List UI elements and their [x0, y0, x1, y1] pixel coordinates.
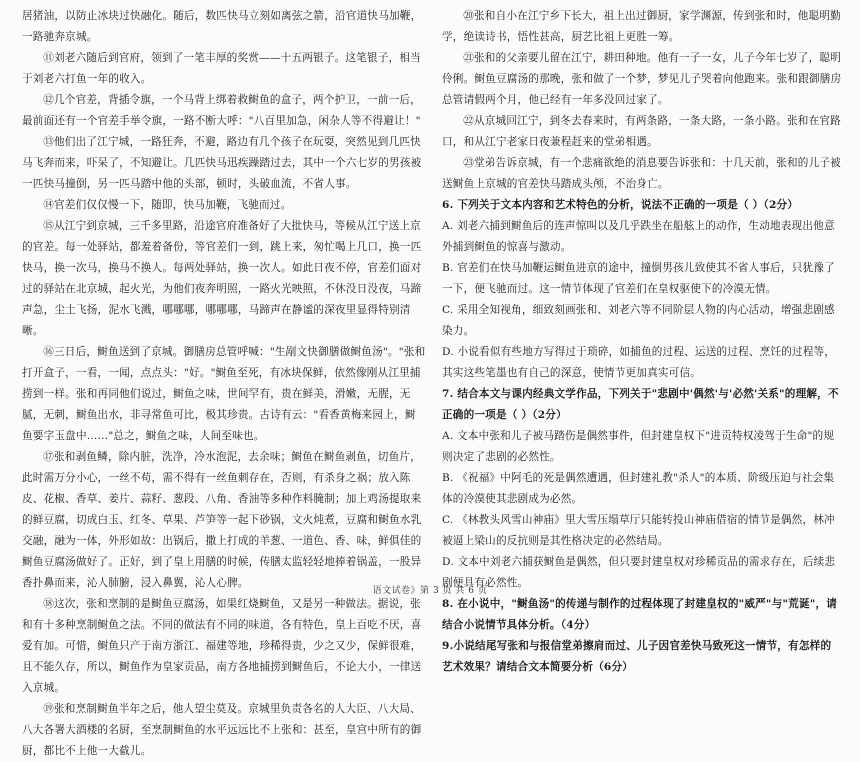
- passage-paragraph: ⑮从江宁到京城，三千多里路，沿途官府准备好了大批快马，等候从江宁送上京的官差。每一处驿站，都羞着备份，等官差们一到，跳上来，匆忙喝上几口，换一匹快马，换一次马，换马不换人。每两处驿站，换一次人。如此日夜不停，官差们面对过的驿站在北京城，起火光，为他们夜奔明照，一路火光映照，不休没日没夜，马蹄声急，尘土飞扬，泥水飞溅，哪哪哪，哪哪哪，马蹄声在静谧的深夜里显得特别清晰。: [22, 220, 422, 337]
- left-column: [22, 6, 426, 757]
- question-9: 9.小说结尾写张和与报信堂弟擦肩而过、儿子因官差快马致死这一情节，有怎样的艺术效果？请结合文本简要分析（6分）: [442, 640, 832, 673]
- question-7-option-a: A. 文本中张和儿子被马踏伤是偶然事件，但封建皇权下"进贡特权凌驾于生命"的规则决定了悲剧的必然性。: [442, 430, 835, 463]
- passage-paragraph: ㉒从京城回江宁，到冬去春来时，有两条路，一条大路，一条小路。张和在官路口，和从江宁老家日夜兼程赶来的堂弟相遇。: [442, 115, 841, 148]
- passage-paragraph: ⑯三日后，鲥鱼送到了京城。御膳房总管呼喊："生剐文快御膳做鲥鱼汤"。"张和打开盒子，一看，一闻，点点头："好。"鲥鱼至死，有冰块保鲜，依然像刚从江里捕捞到一样。张和再同他们说过，鲥鱼之味，世间罕有，贵在鲜美，滑嫩，无腥，无腻，无刺，鲥鱼出水，非寻常鱼可比，极其珍贵。古诗有云："看香黄梅来园上，鲥鱼要字玉盘中……"总之，鲥鱼之味，人间至味也。: [22, 346, 426, 442]
- question-6: 6. 下列关于文本内容和艺术特色的分析，说法不正确的一项是（ ）（2分）: [442, 199, 799, 211]
- question-6-option-b: B. 官差们在快马加鞭运鲥鱼进京的途中，撞倒男孩儿致使其不省人事后，只犹豫了一下，便飞驰而过。这一情节体现了官差们在皇权驱使下的冷漠无情。: [442, 262, 835, 295]
- page-footer: 语文试卷》第 3 页 共 6 页: [372, 586, 488, 596]
- passage-paragraph: ⑭官差们仅仅慢一下，随即，快马加鞭，飞驰而过。: [43, 199, 292, 211]
- passage-paragraph: ㉓堂弟告诉京城，有一个悲痛欲绝的消息要告诉张和：十几天前，张和的儿子被送鲥鱼上京城的官差快马踏成头颅，不治身亡。: [442, 157, 841, 190]
- passage-paragraph: ⑳张和自小在江宁乡下长大，祖上出过御厨，家学渊源，传到张和时，他聪明勤学，绝读诗书，悟性甚高，厨艺比祖上更胜一筹。: [442, 10, 841, 43]
- passage-paragraph: ⑫几个官差，背插令旗，一个马背上绑着救鲥鱼的盒子，两个护卫，一前一后，最前面还有一个官差手举令旗，一路不断大呼："八百里加急，闲杂人等不得避让！": [22, 94, 421, 127]
- passage-paragraph: 居猪油，以防止冰块过快融化。随后，数匹快马立刻如离弦之箭，沿官道快马加鞭，一路驰奔京城。: [22, 10, 422, 43]
- passage-paragraph: ⑬他们出了江宁城，一路狂奔，不避，路边有几个孩子在玩耍，突然见到几匹快马飞奔而来，吓呆了，不知避让。几匹快马迅疾躁踏过去，其中一个六七岁的男孩被一匹快马撞倒，另一匹马踏中他的头部，顿时，头破血流，不省人事。: [22, 136, 422, 190]
- question-8: 8. 在小说中，"鲥鱼汤"的传递与制作的过程体现了封建皇权的"威严"与"荒诞"，请结合小说情节具体分析。（4分）: [442, 598, 838, 631]
- question-7-option-b: B. 《祝福》中阿毛的死是偶然遭遇，但封建礼教"杀人"的本质、阶级压迫与社会集体的冷漠使其悲剧成为必然。: [442, 472, 835, 505]
- passage-paragraph: ⑪刘老六随后到官府，领到了一笔丰厚的奖赏——十五两银子。这笔银子，相当于刘老六打鱼一年的收入。: [22, 52, 421, 85]
- question-6-option-d: D. 小说看似有些地方写得过于琐碎，如捕鱼的过程、运送的过程、烹饪的过程等，其实这些笔墨也有自己的深意，使情节更加真实可信。: [442, 346, 836, 379]
- passage-paragraph: ㉑张和的父亲要儿留在江宁，耕田种地。他有一子一女，儿子今年七岁了，聪明伶俐。鲥鱼豆腐汤的那晚，张和做了一个梦，梦见儿子哭着向他跑来。张和跟御膳房总管请假两个月，他已经有一年多没回过家了。: [442, 52, 842, 106]
- passage-paragraph: ⑱这次，张和烹制的是鲥鱼豆腐汤，如果红烧鲥鱼，又是另一种做法。据说，张和有十多种烹制鲥鱼之法。不同的做法有不同的味道，各有特色，皇上百吃不厌，喜爱有加。可惜，鲥鱼只产于南方浙江、福建等地，珍稀得贵，少之又少，保鲜很难，且不能久存，所以，鲥鱼作为皇家贡品，南方各地捕捞到鲥鱼后，不论大小，一律送入京城。: [22, 598, 422, 694]
- question-6-option-c: C. 采用全知视角，细致刻画张和、刘老六等不同阶层人物的内心活动，增强悲剧感染力。: [442, 304, 835, 337]
- question-7-option-d: D. 文本中刘老六捕获鲥鱼是偶然，但只要封建皇权对珍稀贡品的需求存在，后续悲剧便具有必然性。: [442, 556, 836, 589]
- passage-paragraph: ⑰张和剥鱼鳞，除内脏，洗净，冷水泡泥，去余味；鲥鱼在鲥鱼剥鱼，切鱼片，此时需万分小心，一丝不苟，需不得有一丝鱼刺存在，否则，有杀身之祸；放入陈皮、花椒、香草、姜片、蒜籽、葱段、八角、香油等多种作料腌制；加上鸡汤提取来的鲜豆腐，切成白玉、红冬、草果、芦笋等一起下砂锅，文火炖煮，豆腐和鲥鱼水乳交融，融为一体，外形如故：出锅后，撒上打成的羊葱、一道色、香、味，鲜俱佳的鲥鱼豆腐汤做好了。正好，到了皇上用膳的时候，传膳太监轻轻地捧着锅盖，一股异香扑鼻而来，沁人肺腑，浸入鼻翼，沁人心脾。: [22, 451, 422, 589]
- question-6-option-a: A. 刘老六捕到鲥鱼后的连声惊叫以及几乎跌坐在船舷上的动作，生动地表现出他意外捕到鲥鱼的惊喜与激动。: [442, 220, 835, 253]
- question-7: 7. 结合本文与课内经典文学作品，下列关于"悲剧中'偶然'与'必然'关系"的理解，不正确的一项是（ ）（2分）: [442, 388, 839, 421]
- right-column: [442, 6, 842, 673]
- passage-paragraph: ⑲张和烹制鲥鱼半年之后，他人望尘莫及。京城里负责各名的人大臣、八大局、八大各署大酒楼的名厨，至烹制鲥鱼的水平远远比不上张和：甚至，皇宫中所有的御厨，都比不上他一大截儿。: [22, 703, 422, 757]
- question-7-option-c: C. 《林教头风雪山神庙》里大雪压塌草厅只能转投山神庙借宿的情节是偶然，林冲被逼上梁山的反抗则是其性格决定的必然结局。: [442, 514, 835, 547]
